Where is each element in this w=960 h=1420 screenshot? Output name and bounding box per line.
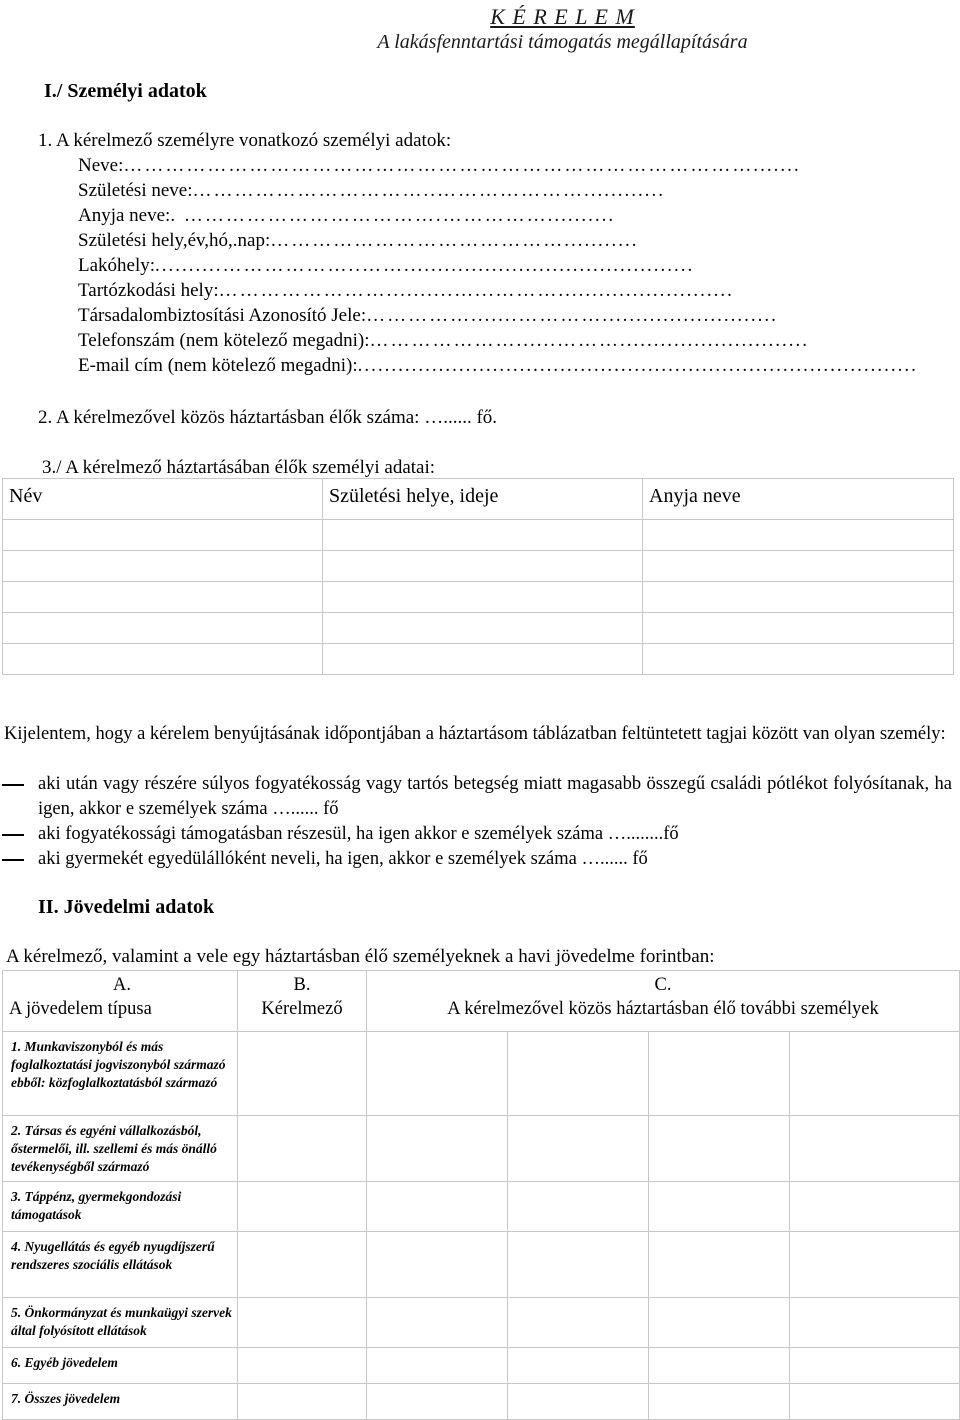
table-cell[interactable] [3, 582, 323, 613]
table-cell[interactable] [790, 1032, 960, 1116]
table-header-row [3, 971, 960, 1032]
applicant-data-title: 1. A kérelmező személyre vonatkozó személyi adatok: [38, 130, 452, 151]
field-dots: ……………………………..…………………............ [192, 180, 665, 201]
income-type-label: 3. Táppénz, gyermekgondozási támogatások [3, 1182, 238, 1232]
table-cell[interactable] [367, 1232, 508, 1298]
table-cell[interactable] [649, 1298, 790, 1348]
table-cell[interactable] [323, 551, 643, 582]
bullet-text: aki után vagy részére súlyos fogyatékosság vagy tartós betegség miatt magasabb összegű családi pótlékot folyósítanak, ha igen, akkor e személyek száma …...... fő [38, 774, 952, 819]
table-cell[interactable] [367, 1298, 508, 1348]
residence-field[interactable] [78, 255, 950, 277]
income-type-label: 1. Munkaviszonyból és más foglalkoztatási jogviszonyból származó ebből: közfoglalkoztatásból származó [3, 1032, 238, 1116]
income-table [2, 970, 960, 1420]
declaration-bullet-1 [38, 772, 952, 822]
table-cell[interactable] [3, 613, 323, 644]
table-cell[interactable] [238, 1116, 367, 1182]
table-cell[interactable] [367, 1116, 508, 1182]
income-type-label: 5. Önkormányzat és munkaügyi szervek által folyósított ellátások [3, 1298, 238, 1348]
table-cell[interactable] [649, 1116, 790, 1182]
table-cell[interactable] [649, 1232, 790, 1298]
table-row [3, 1116, 960, 1182]
table-cell[interactable] [323, 520, 643, 551]
table-cell[interactable] [790, 1232, 960, 1298]
column-header-mother: Anyja neve [643, 479, 954, 520]
field-label: Lakóhely: [78, 255, 156, 276]
declaration-intro: Kijelentem, hogy a kérelem benyújtásának időpontjában a háztartásom táblázatban feltüntetett tagjai között van olyan személy: [4, 724, 946, 744]
name-field[interactable] [78, 155, 950, 177]
table-cell[interactable] [790, 1298, 960, 1348]
table-cell[interactable] [323, 582, 643, 613]
dash-icon [2, 859, 24, 861]
section-personal-heading: I./ Személyi adatok [44, 80, 207, 102]
income-type-label: 7. Összes jövedelem [3, 1384, 238, 1420]
table-header-row [3, 479, 954, 520]
table-cell[interactable] [790, 1348, 960, 1384]
table-cell[interactable] [238, 1182, 367, 1232]
field-dots: ……………………..........…...……….......................... [218, 280, 734, 301]
household-members-table [2, 478, 954, 675]
table-cell[interactable] [323, 644, 643, 675]
table-cell[interactable] [323, 613, 643, 644]
table-cell[interactable] [238, 1384, 367, 1420]
table-cell[interactable] [649, 1384, 790, 1420]
table-row [3, 551, 954, 582]
table-cell[interactable] [508, 1116, 649, 1182]
email-field[interactable] [78, 355, 950, 377]
column-label: Kérelmező [261, 999, 343, 1019]
table-cell[interactable] [367, 1182, 508, 1232]
table-cell[interactable] [508, 1032, 649, 1116]
table-cell[interactable] [367, 1384, 508, 1420]
table-row [3, 644, 954, 675]
stay-place-field[interactable] [78, 280, 950, 302]
table-cell[interactable] [508, 1298, 649, 1348]
table-cell[interactable] [643, 582, 954, 613]
declaration-bullet-2 [38, 822, 952, 847]
table-cell[interactable] [3, 520, 323, 551]
table-row [3, 1384, 960, 1420]
table-cell[interactable] [643, 551, 954, 582]
column-header-birth: Születési helye, ideje [323, 479, 643, 520]
table-row [3, 520, 954, 551]
column-header-name: Név [3, 479, 323, 520]
field-label: Születési neve: [78, 180, 193, 201]
column-header-others [367, 971, 960, 1032]
table-cell[interactable] [790, 1384, 960, 1420]
field-label: Társadalombiztosítási Azonosító Jele: [78, 305, 367, 326]
field-dots: . ……………………………….…………….......... [170, 205, 616, 226]
members-data-title: 3./ A kérelmező háztartásában élők személyi adatai: [42, 457, 436, 478]
table-row [3, 1182, 960, 1232]
table-cell[interactable] [367, 1032, 508, 1116]
field-label: Tartózkodási hely: [78, 280, 219, 301]
table-cell[interactable] [649, 1348, 790, 1384]
field-dots: ……………………………………........... [270, 230, 639, 251]
household-count-line: 2. A kérelmezővel közös háztartásban élők száma: …...... fő. [38, 407, 498, 428]
field-label: E-mail cím (nem kötelező megadni): [78, 355, 358, 376]
bullet-text: aki fogyatékossági támogatásban részesül, ha igen akkor e személyek száma …........fő [38, 824, 679, 844]
table-cell[interactable] [508, 1232, 649, 1298]
income-type-label: 4. Nyugellátás és egyéb nyugdíjszerű rendszeres szociális ellátások [3, 1232, 238, 1298]
field-dots: …………….......………….......................... [366, 305, 778, 326]
bullet-text: aki gyermekét egyedülállóként neveli, ha igen, akkor e személyek száma …...... fő [38, 849, 648, 869]
table-row [3, 1232, 960, 1298]
table-cell[interactable] [3, 551, 323, 582]
field-dots: ..........………………..……........................................... [155, 255, 695, 276]
field-label: Születési hely,év,hó,.nap: [78, 230, 271, 251]
ssn-field[interactable] [78, 305, 950, 327]
table-row [3, 1348, 960, 1384]
declaration-bullet-3 [38, 847, 952, 872]
table-cell[interactable] [790, 1182, 960, 1232]
field-dots: ………………………………………………………………………………....... [123, 155, 801, 176]
form-title: K É R E L E M [490, 4, 635, 29]
column-header-applicant [238, 971, 367, 1032]
section-income-heading: II. Jövedelmi adatok [38, 896, 215, 918]
column-letter: C. [654, 975, 672, 995]
table-cell[interactable] [643, 520, 954, 551]
table-cell[interactable] [649, 1032, 790, 1116]
income-type-label: 6. Egyéb jövedelem [3, 1348, 238, 1384]
table-row [3, 613, 954, 644]
field-label: Anyja neve: [78, 205, 171, 226]
table-cell[interactable] [367, 1348, 508, 1384]
column-letter: B. [293, 975, 311, 995]
phone-field[interactable] [78, 330, 950, 352]
table-cell[interactable] [790, 1116, 960, 1182]
table-cell[interactable] [238, 1298, 367, 1348]
table-cell[interactable] [238, 1232, 367, 1298]
table-cell[interactable] [649, 1182, 790, 1232]
table-cell[interactable] [508, 1182, 649, 1232]
field-label: Neve: [78, 155, 124, 176]
birth-place-date-field[interactable] [78, 230, 950, 252]
dash-icon [2, 784, 24, 786]
income-type-label: 2. Társas és egyéni vállalkozásból, őstermelői, ill. szellemi és más önálló tevékenységből származó [3, 1116, 238, 1182]
table-cell[interactable] [3, 644, 323, 675]
column-label: A jövedelem típusa [9, 999, 152, 1019]
table-cell[interactable] [238, 1032, 367, 1116]
table-row [3, 1032, 960, 1116]
table-cell[interactable] [643, 644, 954, 675]
field-label: Telefonszám (nem kötelező megadni): [78, 330, 370, 351]
mother-name-field[interactable] [78, 205, 950, 227]
table-cell[interactable] [643, 613, 954, 644]
birth-name-field[interactable] [78, 180, 950, 202]
form-subtitle: A lakásfenntartási támogatás megállapítására [377, 31, 748, 53]
dash-icon [2, 834, 24, 836]
table-cell[interactable] [508, 1384, 649, 1420]
column-label: A kérelmezővel közös háztartásban élő további személyek [447, 999, 879, 1019]
table-row [3, 1298, 960, 1348]
column-header-income-type [3, 971, 238, 1032]
field-dots: …………………......………............................ [369, 330, 809, 351]
income-intro: A kérelmező, valamint a vele egy háztartásban élő személyeknek a havi jövedelme forintban: [6, 946, 715, 967]
table-cell[interactable] [238, 1348, 367, 1384]
column-letter: A. [113, 975, 131, 995]
table-cell[interactable] [508, 1348, 649, 1384]
table-row [3, 582, 954, 613]
field-dots: ................................................................................... [357, 355, 918, 376]
